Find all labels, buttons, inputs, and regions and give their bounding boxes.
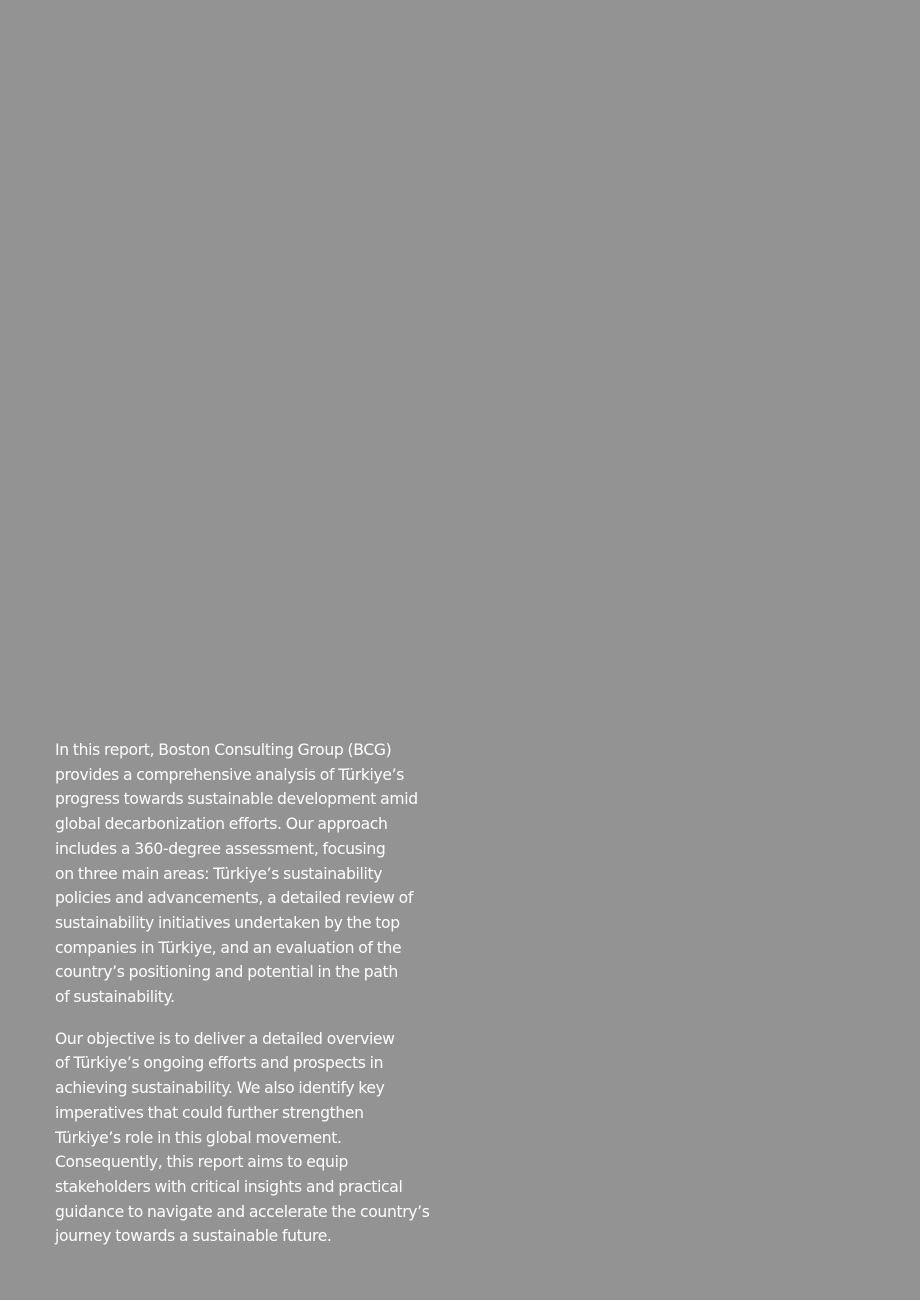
text-line: guidance to navigate and accelerate the country’s — [55, 1202, 430, 1221]
text-line: of sustainability. — [55, 988, 175, 1007]
text-line: Türkiye’s role in this global movement. — [55, 1128, 342, 1147]
text-line: achieving sustainability. We also identify key — [55, 1079, 385, 1098]
intro-paragraph-2 — [55, 1027, 455, 1249]
text-line: sustainability initiatives undertaken by the top — [55, 913, 400, 932]
text-line: global decarbonization efforts. Our approach — [55, 815, 388, 834]
text-line: country’s positioning and potential in the path — [55, 963, 398, 982]
text-line: provides a comprehensive analysis of Türkiye’s — [55, 765, 405, 784]
intro-paragraph-1 — [55, 738, 455, 1010]
text-line: stakeholders with critical insights and practical — [55, 1177, 403, 1196]
text-line: progress towards sustainable development amid — [55, 790, 418, 809]
text-line: Consequently, this report aims to equip — [55, 1153, 349, 1172]
text-line: Our objective is to deliver a detailed overview — [55, 1029, 395, 1048]
text-line: In this report, Boston Consulting Group (BCG) — [55, 741, 392, 759]
text-line: on three main areas: Türkiye’s sustainability — [55, 864, 383, 883]
text-line: journey towards a sustainable future. — [55, 1227, 332, 1246]
text-line: imperatives that could further strengthen — [55, 1103, 364, 1122]
text-line: includes a 360-degree assessment, focusing — [55, 839, 386, 858]
text-line: of Türkiye’s ongoing efforts and prospects in — [55, 1054, 384, 1073]
intro-text-block — [55, 738, 455, 1249]
text-line: policies and advancements, a detailed review of — [55, 889, 413, 908]
text-line: companies in Türkiye, and an evaluation of the — [55, 938, 402, 957]
